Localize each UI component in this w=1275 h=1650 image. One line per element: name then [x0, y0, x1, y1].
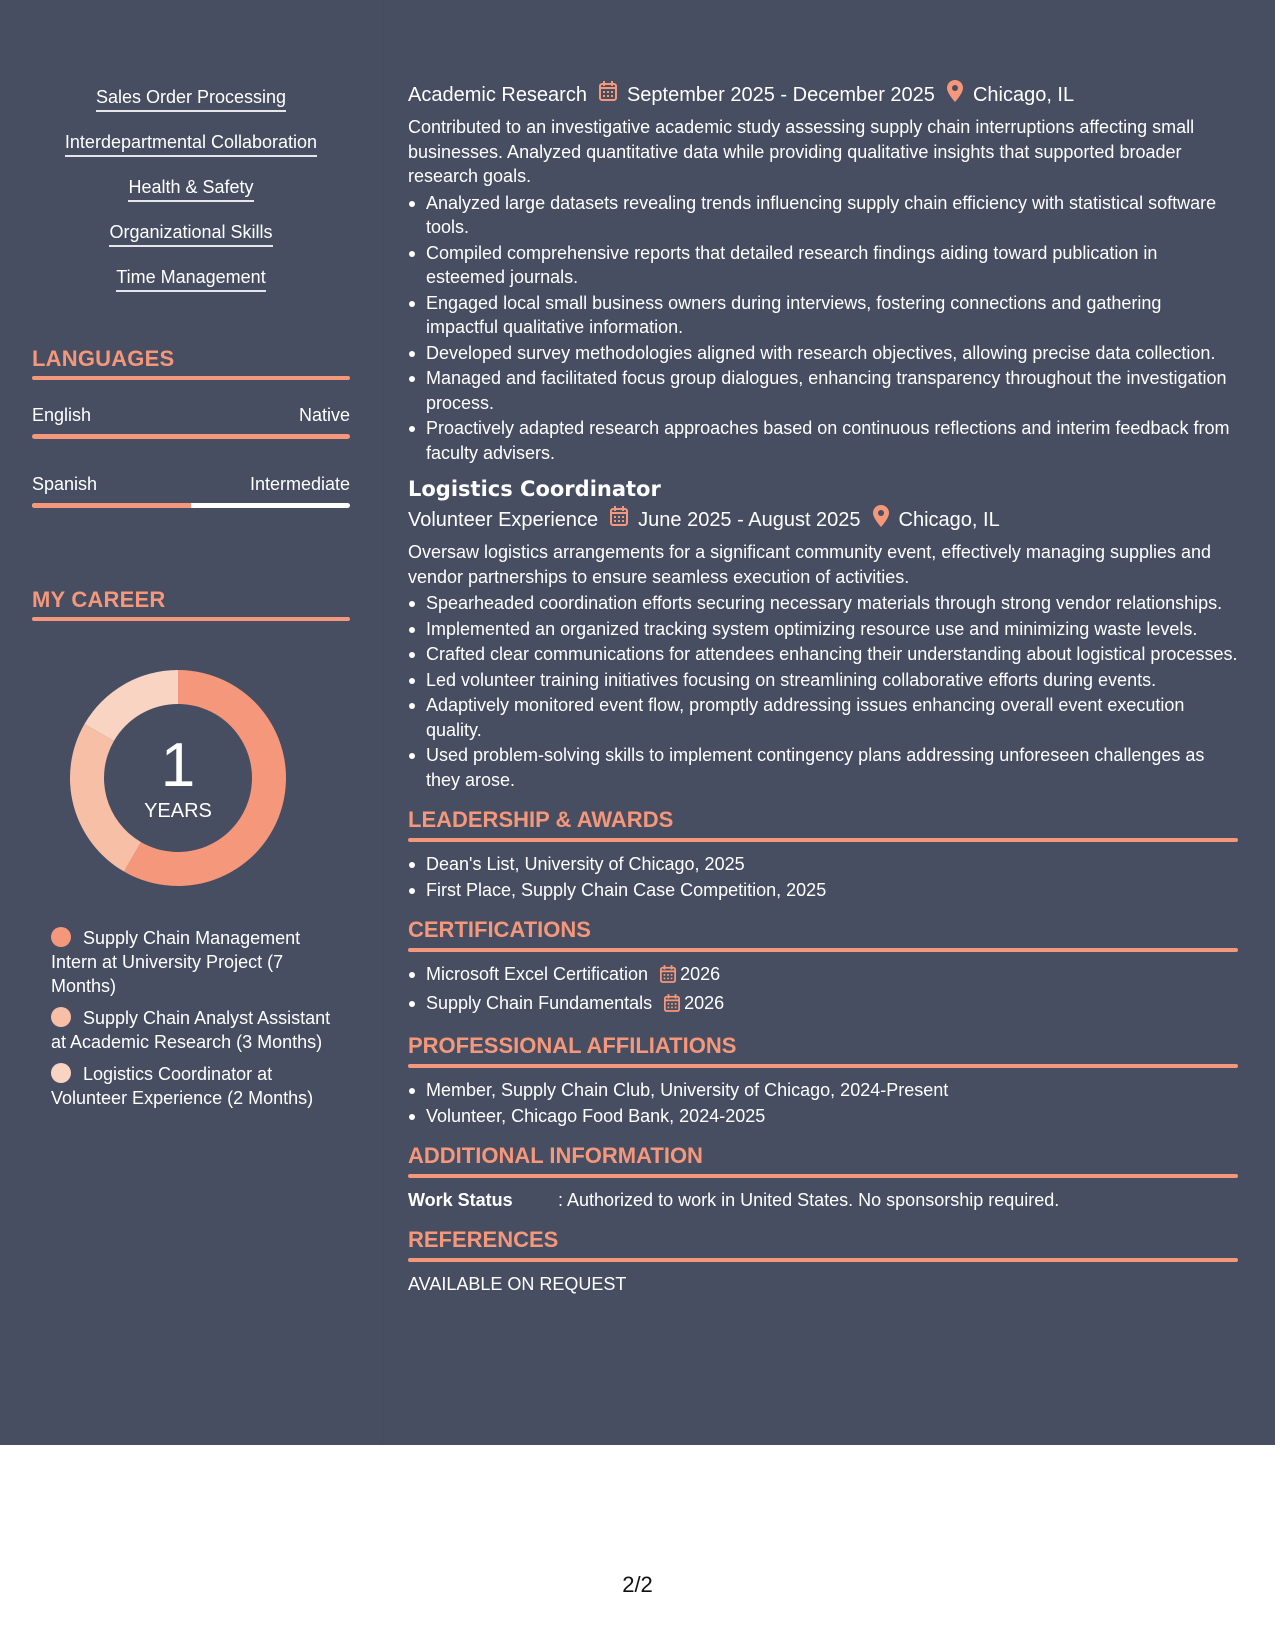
list-item: Implemented an organized tracking system optimizing resource use and minimizing waste levels. — [408, 617, 1238, 642]
map-pin-icon — [873, 505, 889, 534]
legend-text: Supply Chain Analyst Assistant at Academic Research (3 Months) — [51, 1008, 331, 1052]
career-legend-item — [51, 1062, 341, 1110]
career-heading: MY CAREER — [32, 587, 166, 612]
legend-dot — [51, 927, 71, 947]
job1-bullets — [408, 191, 1238, 466]
list-item — [408, 991, 1238, 1019]
list-item: Proactively adapted research approaches based on continuous reflections and interim feedback from faculty advisers. — [408, 416, 1238, 465]
job1-description: Contributed to an investigative academic study assessing supply chain interruptions affecting small businesses. Analyzed quantitative data while providing qualitative insights that supported broader research goals. — [408, 117, 1195, 186]
career-unit: YEARS — [144, 800, 212, 822]
skill-item — [32, 131, 350, 176]
references-text: AVAILABLE ON REQUEST — [408, 1274, 627, 1294]
legend-dot — [51, 1063, 71, 1083]
job1-meta — [408, 80, 1238, 109]
additional-rule — [408, 1174, 1238, 1178]
leadership-heading: LEADERSHIP & AWARDS — [408, 807, 674, 832]
job2-title: Logistics Coordinator — [408, 477, 661, 501]
job2-meta — [408, 505, 1238, 534]
skill-label: Health & Safety — [128, 176, 253, 202]
job1-dates: September 2025 - December 2025 — [626, 83, 935, 106]
main-content — [408, 80, 1238, 1297]
language-english — [32, 404, 350, 439]
skill-label: Sales Order Processing — [96, 86, 286, 112]
list-item: Crafted clear communications for attendees enhancing their understanding about logistical processes. — [408, 642, 1238, 667]
list-item: Adaptively monitored event flow, promptly addressing issues enhancing overall event execution quality. — [408, 693, 1238, 742]
job1-location: Chicago, IL — [972, 83, 1075, 106]
job1-org: Academic Research — [408, 83, 587, 106]
list-item — [408, 962, 1238, 990]
language-bar-fill — [32, 434, 350, 439]
skill-item — [32, 266, 350, 311]
cert-name: Supply Chain Fundamentals — [426, 992, 653, 1013]
list-item: Managed and facilitated focus group dialogues, enhancing transparency throughout the investigation process. — [408, 366, 1238, 415]
certifications-rule — [408, 948, 1238, 952]
language-bar — [32, 434, 350, 439]
language-level: Intermediate — [249, 474, 350, 494]
list-item: Led volunteer training initiatives focusing on streamlining collaborative efforts during events. — [408, 668, 1238, 693]
references-heading: REFERENCES — [408, 1227, 559, 1252]
cert-year: 2026 — [684, 992, 725, 1013]
work-status-label: Work Status — [408, 1190, 513, 1210]
legend-text: Logistics Coordinator at Volunteer Experience (2 Months) — [51, 1064, 314, 1108]
list-item: Used problem-solving skills to implement contingency plans addressing unforeseen challenges as they arose. — [408, 743, 1238, 792]
leadership-rule — [408, 838, 1238, 842]
affiliations-list — [408, 1078, 1238, 1128]
cert-name: Microsoft Excel Certification — [426, 964, 649, 984]
job2-location: Chicago, IL — [898, 508, 1000, 531]
calendar-icon — [610, 506, 628, 533]
languages-rule — [32, 376, 350, 380]
sidebar — [0, 0, 383, 1445]
career-legend-item — [51, 1006, 341, 1054]
legend-text: Supply Chain Management Intern at University Project (7 Months) — [51, 928, 301, 996]
leadership-list — [408, 852, 1238, 902]
cert-year: 2026 — [680, 964, 721, 984]
job2-dates: June 2025 - August 2025 — [638, 508, 861, 531]
list-item: Compiled comprehensive reports that detailed research findings aiding toward publication in esteemed journals. — [408, 241, 1238, 290]
references-rule — [408, 1258, 1238, 1262]
list-item: Dean's List, University of Chicago, 2025 — [408, 852, 1238, 877]
calendar-icon — [599, 81, 617, 108]
certifications-list — [408, 962, 1238, 1018]
calendar-icon — [664, 994, 680, 1019]
job2-org: Volunteer Experience — [408, 508, 599, 531]
skill-item — [32, 221, 350, 266]
skill-item — [32, 86, 350, 131]
language-name: English — [32, 405, 92, 425]
affiliations-heading: PROFESSIONAL AFFILIATIONS — [408, 1033, 737, 1058]
list-item: Analyzed large datasets revealing trends influencing supply chain efficiency with statistical software tools. — [408, 191, 1238, 240]
list-item: Volunteer, Chicago Food Bank, 2024-2025 — [408, 1104, 1238, 1129]
career-total: 1 — [160, 731, 196, 800]
work-status-value: : Authorized to work in United States. No sponsorship required. — [558, 1190, 1060, 1210]
skill-label: Organizational Skills — [109, 221, 272, 247]
calendar-icon — [660, 965, 676, 990]
list-item: First Place, Supply Chain Case Competition, 2025 — [408, 878, 1238, 903]
career-rule — [32, 617, 350, 621]
language-bar-fill — [32, 503, 191, 508]
language-name: Spanish — [32, 474, 98, 494]
list-item: Engaged local small business owners during interviews, fostering connections and gathering impactful qualitative information. — [408, 291, 1238, 340]
list-item: Developed survey methodologies aligned with research objectives, allowing precise data collection. — [408, 341, 1238, 366]
additional-heading: ADDITIONAL INFORMATION — [408, 1143, 703, 1168]
skill-label: Time Management — [116, 266, 265, 292]
career-legend-item — [51, 926, 341, 998]
job2-bullets — [408, 591, 1238, 792]
job2-description: Oversaw logistics arrangements for a significant community event, effectively managing supplies and vendor partnerships to ensure seamless execution of activities. — [408, 542, 1212, 587]
affiliations-rule — [408, 1064, 1238, 1068]
career-legend — [51, 926, 341, 1118]
list-item: Spearheaded coordination efforts securing necessary materials through strong vendor relationships. — [408, 591, 1238, 616]
work-status — [408, 1188, 1238, 1212]
language-bar — [32, 503, 350, 508]
certifications-heading: CERTIFICATIONS — [408, 917, 591, 942]
skill-item — [32, 176, 350, 221]
language-spanish — [32, 473, 350, 508]
list-item: Member, Supply Chain Club, University of Chicago, 2024-Present — [408, 1078, 1238, 1103]
skill-label: Interdepartmental Collaboration — [65, 131, 317, 157]
language-level: Native — [298, 405, 350, 425]
skills-list — [32, 86, 350, 311]
legend-dot — [51, 1007, 71, 1027]
languages-heading: LANGUAGES — [32, 346, 175, 371]
career-donut — [64, 664, 292, 892]
map-pin-icon — [947, 80, 963, 109]
page-number: 2/2 — [622, 1572, 653, 1597]
